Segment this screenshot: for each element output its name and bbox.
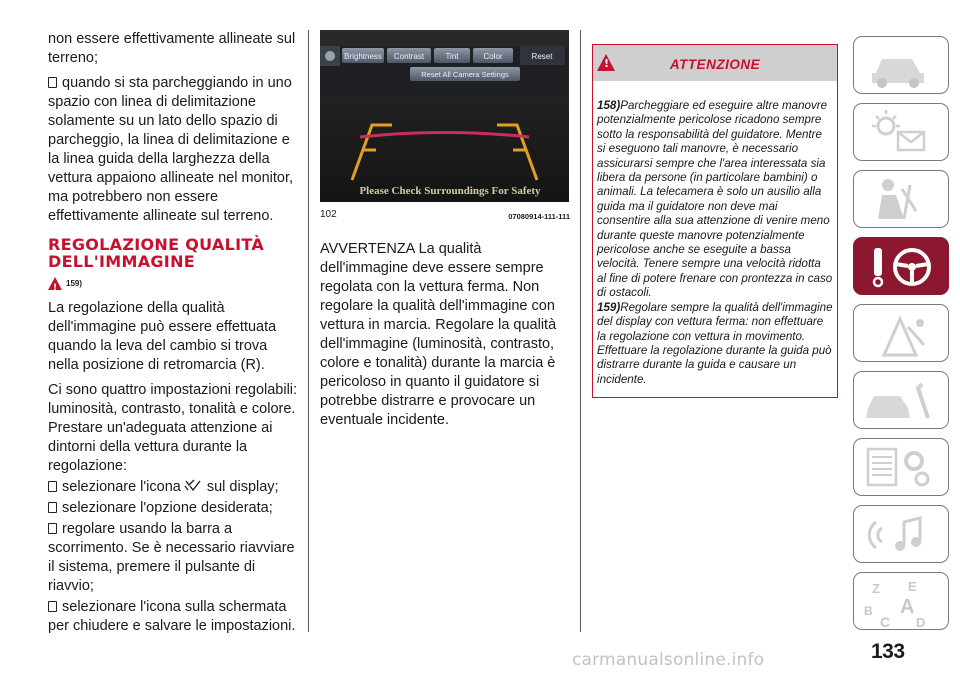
tab-vehicle[interactable] (853, 36, 949, 94)
specs-gear-icon (854, 439, 950, 497)
tab-starting-driving[interactable] (853, 237, 949, 295)
index-letter: E (908, 579, 917, 594)
attention-title: ATTENZIONE (669, 57, 761, 72)
contrast-label: Contrast (393, 52, 425, 61)
tab-dashboard-lights[interactable] (853, 103, 949, 161)
paragraph-1: La regolazione della qualità dell'immagine può essere effettuata quando la leva del cambio si trova nella posizione di retromarcia (R). (48, 300, 277, 373)
checkbox-bullet-icon (48, 523, 57, 534)
rear-camera-display (320, 30, 569, 202)
tint-label: Tint (445, 52, 459, 61)
attention-note-158: 158)Parcheggiare ed eseguire altre manovre potenzialmente pericolose ricadono sempre sotto la responsabilità del guidatore. Mentre si eseguono tali manovre, è necessario assicurarsi sempre che l'area interessata sia libera da persone (in particolare bambini) o animali. La telecamera è solo un ausilio alla guida ma il guidatore non deve mai consentire alla sua attenzione di venire meno durante queste manovre potenzialmente pericolose anche se eseguite a bassa velocità. Tenere sempre una velocità ridotta al fine di potere frenare con prontezza in caso di ostacoli. (597, 99, 833, 300)
steering-wheel-key-icon (854, 238, 950, 296)
middle-column (320, 30, 570, 430)
color-label: Color (483, 52, 503, 61)
checkbox-bullet-icon (48, 502, 57, 513)
seatbelt-icon (854, 171, 950, 229)
index-letter: Z (872, 581, 880, 596)
intro-text: non essere effettivamente allineate sul terreno; (48, 31, 296, 66)
car-icon (854, 37, 950, 95)
watermark: carmanualsonline.info (572, 650, 765, 670)
checkbox-bullet-icon (48, 77, 57, 88)
column-divider (580, 30, 581, 632)
section-heading: REGOLAZIONE QUALITÀ DELL'IMMAGINE (48, 235, 264, 271)
brightness-label: Brightness (344, 52, 382, 61)
attention-header (593, 45, 837, 81)
bullet-parking: quando si sta parcheggiando in uno spazio con linea di delimitazione solamente su un lato dello spazio di parcheggio, la linea di delimitazione e la linea guida della larghezza della vettura appaiono allineate nel monitor, ma potrebbero non essere effettivamente allineate sul terreno. (48, 75, 294, 224)
reset-label: Reset (531, 52, 553, 61)
avvertenza-paragraph: AVVERTENZA La qualità dell'immagine deve essere sempre regolata con la vettura ferma. Non regolare la qualità dell'immagine con vettura in marcia. Regolare la qualità dell'immagine (luminosità, contrasto, colore e tonalità) durante la marcia è pericoloso in quanto il guidatore si potrebbe distrarre e provocare un eventuale incidente. (320, 241, 557, 428)
column-divider (308, 30, 309, 632)
step-3: regolare usando la barra a scorrimento. Se è necessario riavviare il sistema, premere il pulsante di riavvio; (48, 521, 295, 594)
reset-all-label: Reset All Camera Settings (421, 70, 509, 79)
step-1: selezionare l'icona sul display; (48, 478, 298, 497)
index-letter: B (864, 604, 873, 618)
alphabet-index-icon (854, 573, 950, 631)
index-letter: C (880, 614, 891, 630)
figure-caption (320, 205, 570, 226)
camera-display-graphic (320, 30, 569, 202)
attention-note-159: 159)Regolare sempre la qualità dell'immagine del display con vettura ferma: non effettuare la regolazione con vettura in movimento. Effettuare la regolazione durante la guida può distrarre durante la guida e causare un incidente. (597, 300, 833, 386)
chapter-tabs (853, 36, 949, 639)
tab-multimedia[interactable] (853, 505, 949, 563)
safety-overlay-text: Please Check Surroundings For Safety (359, 185, 541, 197)
attention-box (592, 44, 838, 398)
figure-code: 07080914-111-111 (508, 212, 570, 221)
page-number: 133 (871, 640, 905, 663)
warning-lights-icon (854, 104, 950, 162)
tab-emergency[interactable] (853, 304, 949, 362)
tab-maintenance[interactable] (853, 371, 949, 429)
attention-body (593, 81, 837, 387)
warning-triangle-icon: ! (48, 277, 62, 290)
emergency-icon (854, 305, 950, 363)
warning-reference (48, 274, 298, 293)
warning-triangle-icon: ! (597, 54, 615, 71)
figure-number: 102 (320, 209, 337, 220)
step-4: selezionare l'icona sulla schermata per chiudere e salvare le impostazioni. (48, 599, 296, 634)
index-letter: D (916, 615, 926, 630)
checkbox-bullet-icon (48, 481, 57, 492)
multimedia-music-icon (854, 506, 950, 564)
paragraph-2: Ci sono quattro impostazioni regolabili: luminosità, contrasto, tonalità e colore. Prestare un'adeguata attenzione ai dintorni della vettura durante la regolazione: (48, 382, 298, 474)
step-2: selezionare l'opzione desiderata; (48, 499, 298, 518)
index-letter: A (900, 596, 915, 618)
left-column (48, 30, 298, 642)
warning-ref-link[interactable]: 159) (66, 279, 83, 288)
checkbox-bullet-icon (48, 601, 57, 612)
car-wrench-icon (854, 372, 950, 430)
tab-safety[interactable] (853, 170, 949, 228)
tab-technical-data[interactable] (853, 438, 949, 496)
camera-settings-icon (183, 478, 205, 492)
tab-index[interactable] (853, 572, 949, 630)
